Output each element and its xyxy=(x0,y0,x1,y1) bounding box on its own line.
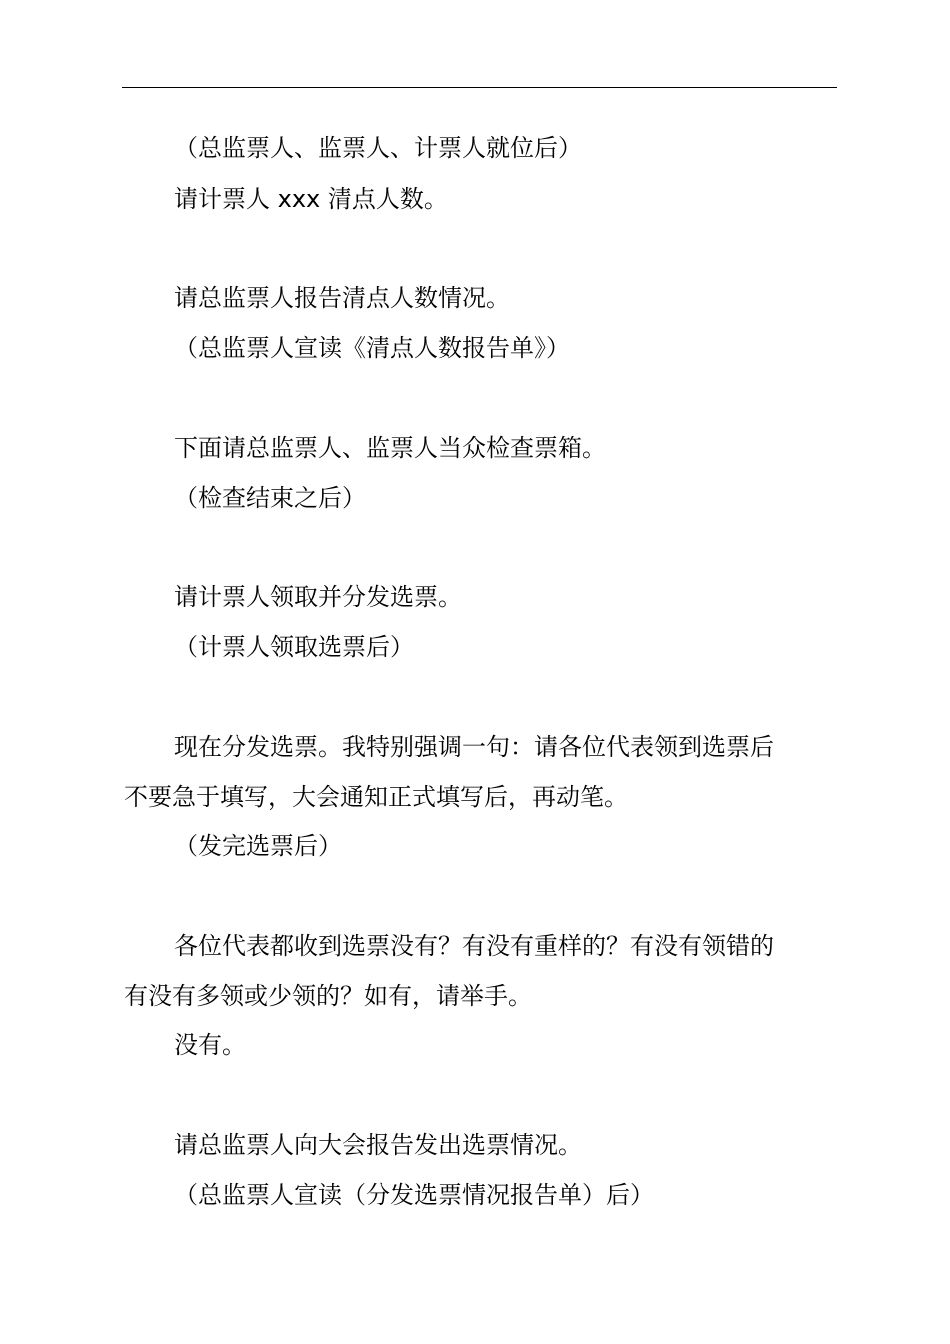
text-line: （总监票人、监票人、计票人就位后） xyxy=(174,134,582,162)
text-line: 请计票人 xxx 清点人数。 xyxy=(174,185,448,213)
text-line: 请总监票人向大会报告发出选票情况。 xyxy=(174,1131,582,1159)
text-line: 各位代表都收到选票没有？有没有重样的？有没有领错的 xyxy=(174,932,774,960)
text-line: 有没有多领或少领的？如有，请举手。 xyxy=(124,982,532,1010)
text-line: （计票人领取选票后） xyxy=(174,633,414,661)
text-line: 现在分发选票。我特别强调一句：请各位代表领到选票后 xyxy=(174,733,774,761)
header-rule xyxy=(122,87,837,88)
text-line: （检查结束之后） xyxy=(174,484,366,512)
text-line: 下面请总监票人、监票人当众检查票箱。 xyxy=(174,434,606,462)
text-line: 请计票人领取并分发选票。 xyxy=(174,583,462,611)
text-line: 请总监票人报告清点人数情况。 xyxy=(174,284,510,312)
text-line: 不要急于填写，大会通知正式填写后，再动笔。 xyxy=(124,783,628,811)
text-line: （发完选票后） xyxy=(174,832,342,860)
text-line: （总监票人宣读《清点人数报告单》） xyxy=(174,334,570,362)
text-line: 没有。 xyxy=(174,1031,246,1059)
text-line: （总监票人宣读（分发选票情况报告单）后） xyxy=(174,1181,654,1209)
